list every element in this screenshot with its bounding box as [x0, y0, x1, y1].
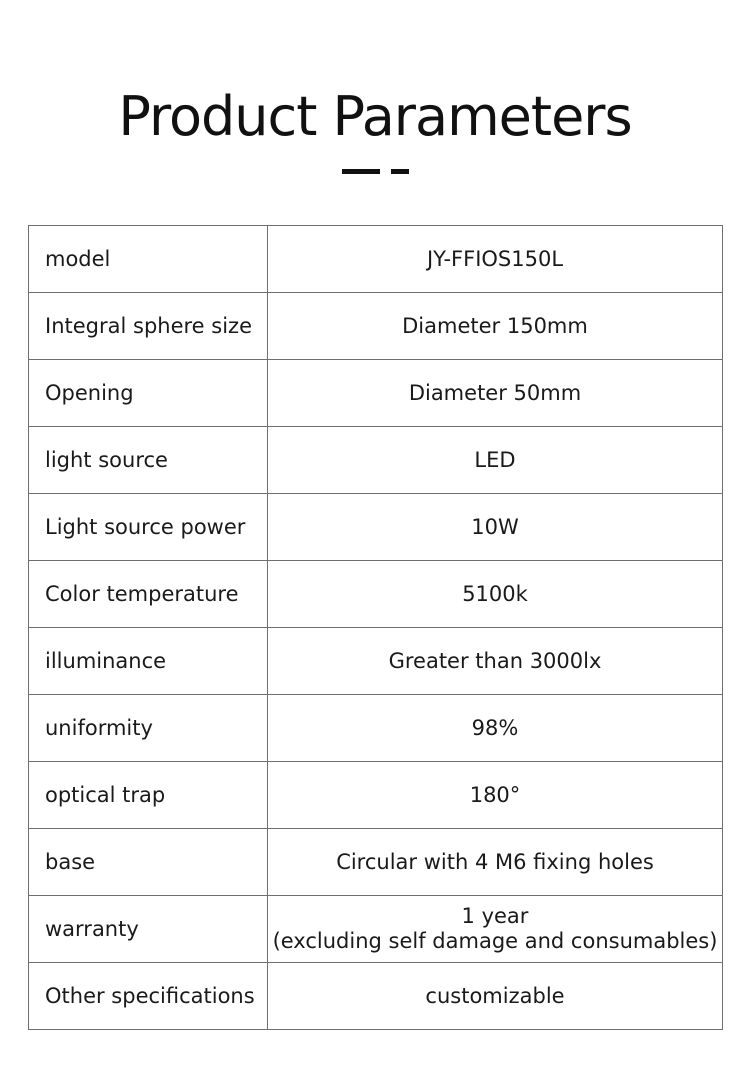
param-value — [268, 762, 723, 829]
param-label: uniformity — [29, 695, 268, 762]
param-value-text: 180° — [469, 782, 521, 807]
param-value — [268, 695, 723, 762]
param-value — [268, 226, 723, 293]
table-row — [29, 896, 723, 963]
table-row — [29, 628, 723, 695]
title-underline-short — [391, 169, 409, 174]
param-value — [268, 628, 723, 695]
table-row — [29, 293, 723, 360]
param-value-text: (excluding self damage and consumables) — [272, 929, 718, 953]
parameters-table — [28, 225, 723, 1030]
param-value — [268, 494, 723, 561]
title-underline-long — [342, 169, 380, 174]
param-value — [268, 963, 723, 1030]
param-value — [268, 360, 723, 427]
param-value-text: Diameter 50mm — [408, 380, 582, 405]
param-label: Other specifications — [29, 963, 268, 1030]
table-row — [29, 494, 723, 561]
param-value-text: 98% — [471, 715, 519, 740]
param-value — [268, 561, 723, 628]
param-value-text: 5100k — [462, 581, 528, 606]
param-value-text: Diameter 150mm — [402, 313, 588, 338]
param-label: Opening — [29, 360, 268, 427]
table-row — [29, 226, 723, 293]
table-row — [29, 963, 723, 1030]
param-label: illuminance — [29, 628, 268, 695]
table-row — [29, 695, 723, 762]
param-value — [268, 829, 723, 896]
param-label: Light source power — [29, 494, 268, 561]
table-row — [29, 829, 723, 896]
param-value-text: Circular with 4 M6 fixing holes — [336, 849, 654, 874]
param-label: warranty — [29, 896, 268, 963]
param-value-text: 10W — [471, 514, 519, 539]
table-row — [29, 561, 723, 628]
param-label: Integral sphere size — [29, 293, 268, 360]
table-row — [29, 427, 723, 494]
table-row — [29, 762, 723, 829]
param-value — [268, 293, 723, 360]
param-label: model — [29, 226, 268, 293]
param-value — [268, 896, 723, 963]
param-value-text: 1 year — [461, 904, 529, 928]
param-label: base — [29, 829, 268, 896]
param-value-text: Greater than 3000lx — [388, 648, 602, 673]
page-title: Product Parameters — [118, 85, 632, 148]
table-row — [29, 360, 723, 427]
param-label: light source — [29, 427, 268, 494]
param-label: Color temperature — [29, 561, 268, 628]
param-value-text: JY-FFIOS150L — [426, 246, 564, 271]
param-value-text: customizable — [425, 983, 565, 1008]
param-value-text: LED — [474, 447, 516, 472]
param-label: optical trap — [29, 762, 268, 829]
param-value — [268, 427, 723, 494]
